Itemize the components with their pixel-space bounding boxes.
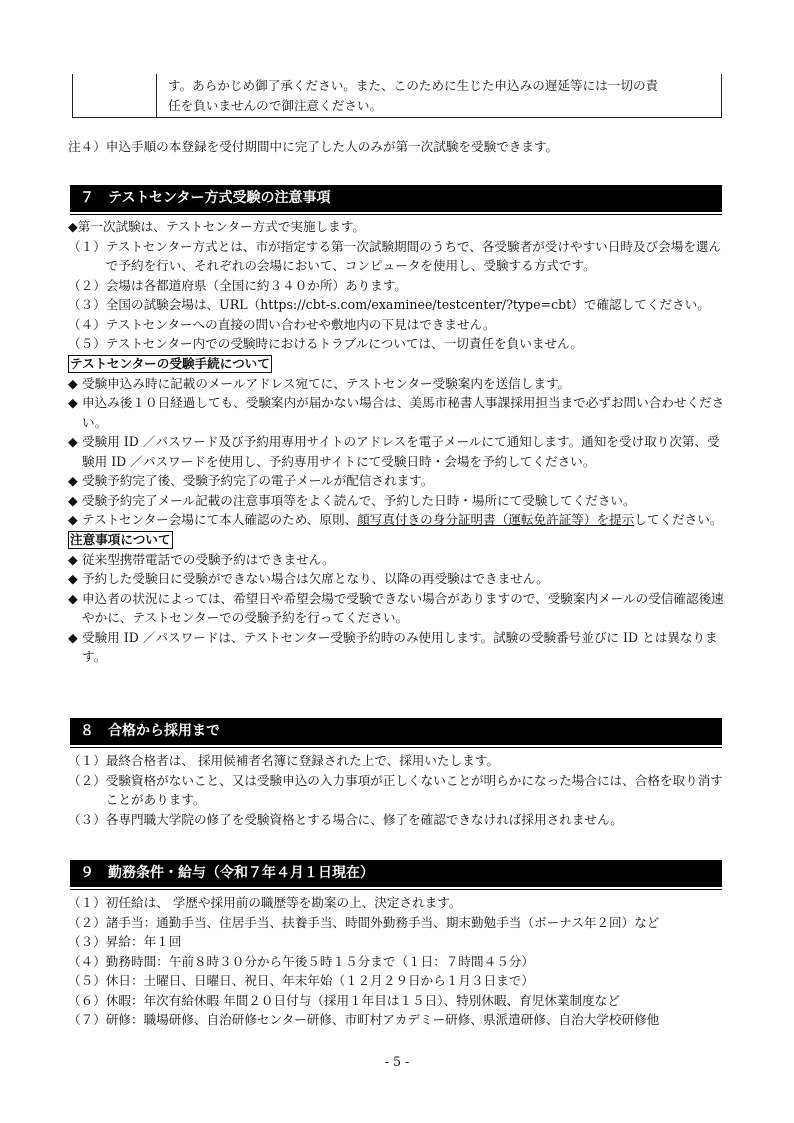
section-9-item [68, 991, 728, 1011]
section-8-item [68, 751, 728, 771]
caution-heading: 注意事項について [70, 531, 171, 547]
section-7-item [68, 276, 728, 296]
procedure-item [68, 374, 728, 394]
item-text: 休暇：年次有給休暇 年間２０日付与（採用１年目は１５日）、特別休暇、育児休業制度など [105, 992, 620, 1008]
page-number: - 5 - [384, 1054, 410, 1069]
item-number: （２） [68, 914, 106, 930]
item-number: （２） [68, 772, 106, 788]
caution-text: 予約した受験日に受験ができない場合は欠席となり、以降の再受験はできません。 [82, 571, 549, 586]
item-text: 研修：職場研修、自治研修センター研修、市町村アカデミー研修、県派遣研修、自治大学校研修他 [105, 1012, 660, 1027]
procedure-last-post: してください。 [634, 512, 723, 527]
item-number: （３） [68, 297, 106, 312]
caution-item [68, 589, 728, 628]
item-text: 最終合格者は、 採用候補者名簿に登録された上で、採用いたします。 [105, 753, 499, 768]
diamond-bullet: ◆ [68, 395, 78, 410]
item-number: （５） [68, 336, 106, 351]
section-9-body [68, 893, 728, 1030]
section-7-item [68, 334, 728, 354]
item-number: （６） [68, 992, 106, 1008]
item-number: （３） [68, 811, 106, 827]
procedure-text: 受験申込み時に記載のメールアドレス宛てに、テストセンター受験案内を送信します。 [82, 375, 571, 391]
item-number: （１） [68, 238, 106, 254]
section-7-item [68, 237, 728, 276]
item-text: テストセンター方式とは、市が指定する第一次試験期間のうちで、各受験者が受けやすい日時及び会場を選んで予約を行い、それぞれの会場において、コンピュータを使用し、受験する方式です。 [105, 238, 722, 273]
item-number: （３） [68, 934, 106, 949]
item-number: （１） [68, 895, 106, 910]
item-number: （１） [68, 753, 106, 768]
section-9-item [68, 893, 728, 913]
section-9-item [68, 971, 728, 991]
id-requirement-underline: 顔写真付きの身分証明書（運転免許証等）を提示 [357, 512, 635, 527]
procedure-last-pre: テストセンター会場にて本人確認のため、原則、 [82, 512, 358, 527]
diamond-bullet: ◆ [68, 492, 78, 508]
procedure-item [68, 491, 728, 511]
item-text: 休日：土曜日、日曜日、祝日、年末年始（１２月２９日から１月３日まで） [105, 973, 534, 988]
caution-item [68, 550, 728, 570]
section-7-intro: ◆第一次試験は、テストセンター方式で実施します。 [68, 219, 365, 234]
diamond-bullet: ◆ [68, 473, 78, 488]
table-cell-line-2: 任を負いませんので御注意ください。 [168, 98, 383, 113]
diamond-bullet: ◆ [68, 512, 78, 527]
procedure-item [68, 393, 728, 432]
item-text: 会場は各都道府県（全国に約３４０か所）あります。 [105, 277, 408, 293]
item-text: テストセンターへの直接の問い合わせや敷地内の下見はできません。 [105, 316, 496, 332]
section-7-item [68, 315, 728, 335]
procedure-heading: テストセンターの受験手続について [70, 355, 270, 371]
section-7-body [68, 217, 728, 667]
caution-item [68, 628, 728, 667]
item-text: 受験資格がないこと、又は受験申込の入力事項が正しくないことが明らかになった場合には、合格を取り消すことがあります。 [105, 772, 723, 807]
item-text: テストセンター内での受験時におけるトラブルについては、一切責任を負いません。 [105, 336, 583, 351]
procedure-text: 申込み後１０日経過しても、受験案内が届かない場合は、美馬市秘書人事課採用担当まで必ずお問い合わせください。 [82, 395, 725, 430]
section-9-item [68, 913, 728, 933]
item-text: 諸手当：通勤手当、住居手当、扶養手当、時間外勤務手当、期末勤勉手当（ボーナス年２回）など [105, 914, 660, 930]
section-9-header: ９ 勤務条件・給与（令和７年４月１日現在） [70, 860, 722, 887]
section-9-item [68, 952, 728, 972]
section-9-item [68, 932, 728, 952]
section-8-item [68, 810, 728, 830]
caution-text: 従来型携帯電話での受験予約はできません。 [82, 551, 335, 567]
item-text: 各専門職大学院の修了を受験資格とする場合に、修了を確認できなければ採用されません。 [105, 811, 623, 827]
caution-text: 申込者の状況によっては、希望日や希望会場で受験できない場合がありますので、受験案内メールの受信確認後速やかに、テストセンターでの受験予約を行ってください。 [82, 590, 724, 625]
item-text: 勤務時間：午前８時３０分から午後５時１５分まで（１日：７時間４５分） [105, 953, 534, 969]
procedure-text: 受験予約完了メール記載の注意事項等をよく読んで、予約した日時・場所にて受験してください。 [82, 492, 636, 508]
note-4: 注４）申込手順の本登録を受付期間中に完了した人のみが第一次試験を受験できます。 [68, 139, 559, 154]
diamond-bullet: ◆ [68, 375, 78, 391]
diamond-bullet: ◆ [68, 629, 78, 645]
item-number: （４） [68, 316, 106, 332]
procedure-item [68, 471, 728, 491]
diamond-bullet: ◆ [68, 434, 78, 449]
item-number: （５） [68, 973, 106, 988]
diamond-bullet: ◆ [68, 551, 78, 567]
diamond-bullet: ◆ [68, 571, 78, 586]
section-7-item [68, 295, 728, 315]
section-8-body [68, 751, 728, 829]
item-text: 昇給：年１回 [105, 934, 182, 949]
section-8-item [68, 771, 728, 810]
item-text: 全国の試験会場は、URL（https://cbt-s.com/examinee/testcenter/?type=cbt）で確認してください。 [105, 297, 710, 312]
table-cell-text [168, 76, 716, 116]
section-9-item [68, 1010, 728, 1030]
section-8-header: ８ 合格から採用まで [70, 718, 722, 745]
item-number: （７） [68, 1012, 106, 1027]
item-number: （４） [68, 953, 106, 969]
diamond-bullet: ◆ [68, 590, 78, 606]
continued-table [72, 74, 722, 118]
procedure-text: 受験予約完了後、受験予約完了の電子メールが配信されます。 [82, 473, 434, 488]
caution-text: 受験用 ID ／パスワードは、テストセンター受験予約時のみ使用します。試験の受験番号並びに ID とは異なります。 [82, 629, 718, 664]
section-7-header: ７ テストセンター方式受験の注意事項 [70, 185, 722, 212]
procedure-item [68, 432, 728, 471]
procedure-text [82, 510, 728, 530]
item-number: （２） [68, 277, 106, 293]
caution-item [68, 569, 728, 589]
item-text: 初任給は、 学歴や採用前の職歴等を勘案の上、決定されます。 [105, 895, 462, 910]
table-label-column [73, 74, 157, 117]
table-cell-line-1: す。あらかじめ御了承ください。また、このために生じた申込みの遅延等には一切の責 [168, 78, 659, 93]
procedure-item [68, 510, 728, 530]
procedure-text: 受験用 ID ／パスワード及び予約用専用サイトのアドレスを電子メールにて通知します。通知を受け取り次第、受験用 ID ／パスワードを使用し、予約専用サイトにて受験日時・会場を予約してください。 [82, 434, 720, 469]
